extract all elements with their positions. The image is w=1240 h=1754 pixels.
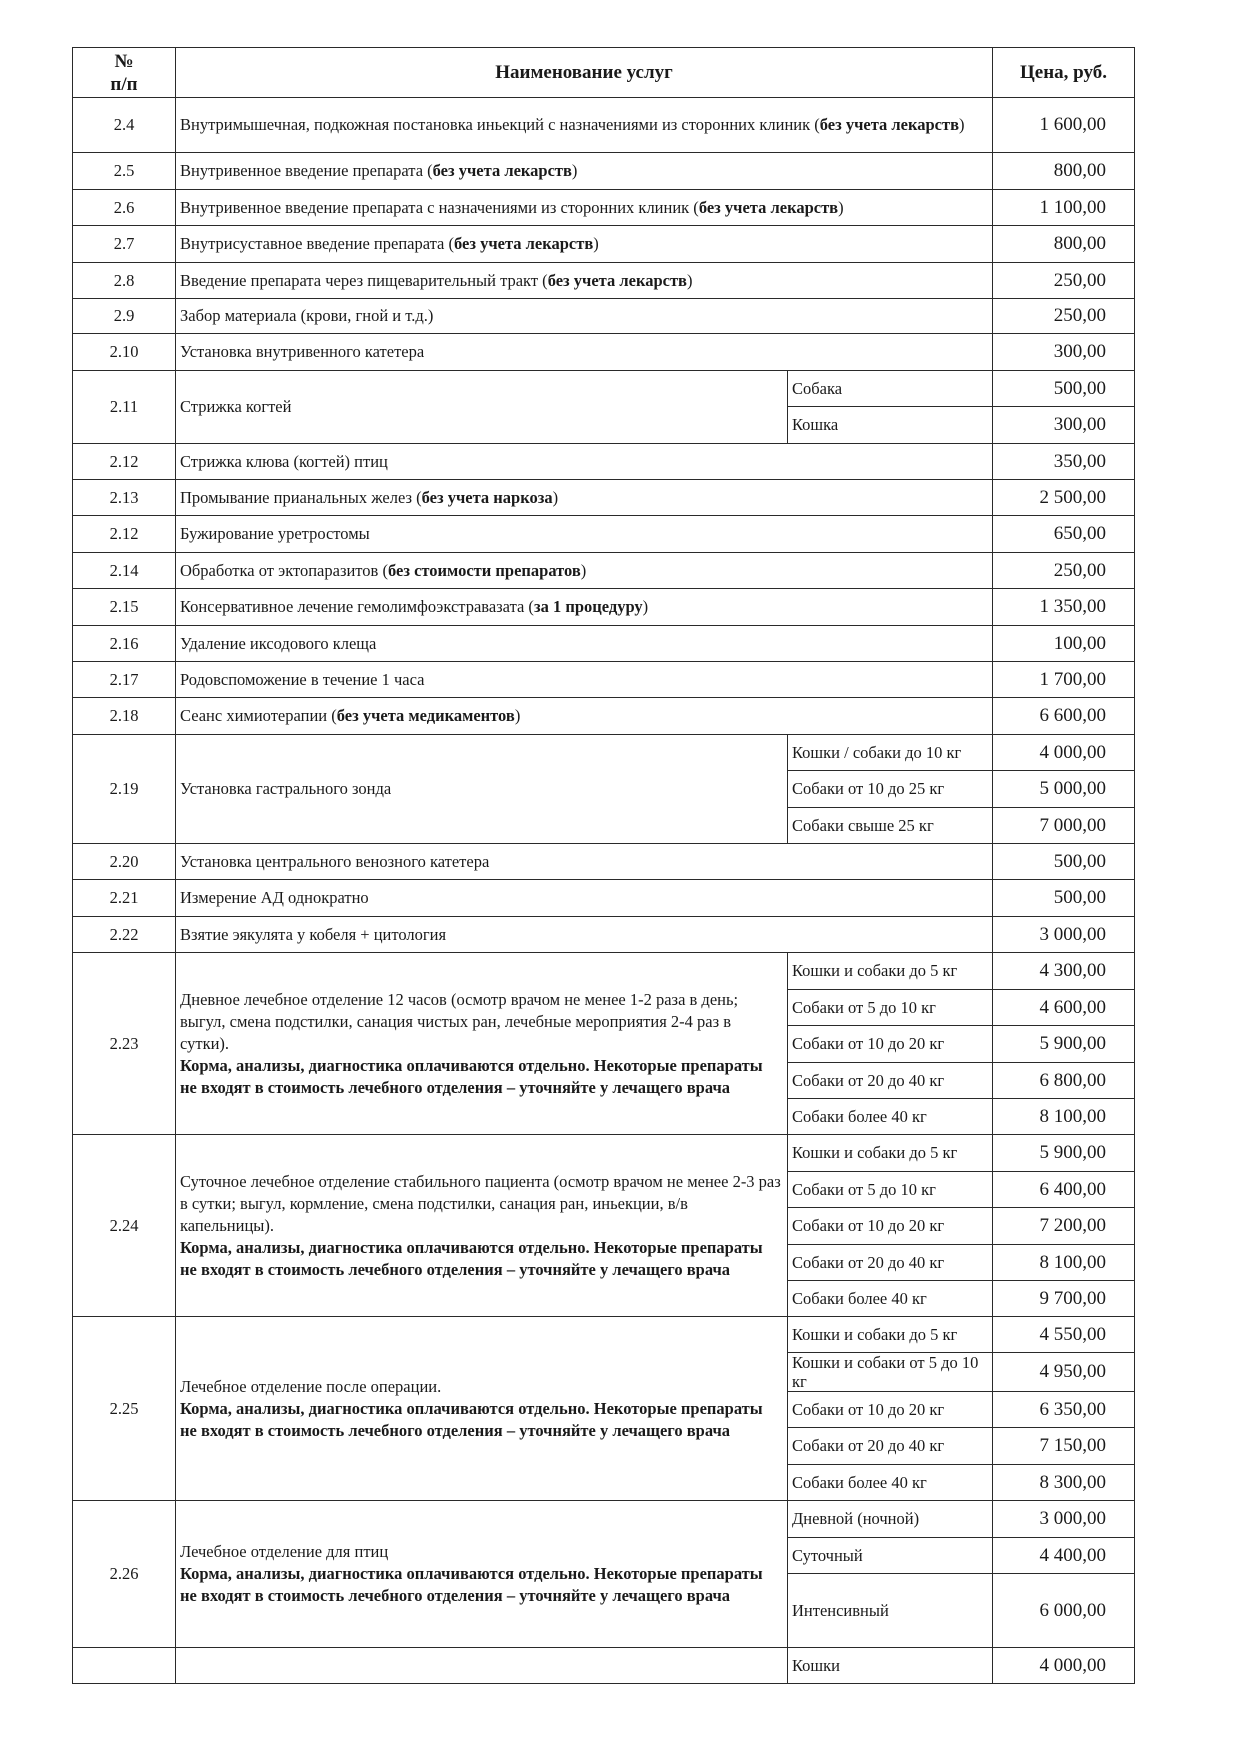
- service-price: 1 700,00: [993, 662, 1135, 698]
- option-label: Собаки более 40 кг: [788, 1099, 993, 1135]
- service-name: [176, 589, 993, 626]
- table-row: [73, 444, 1135, 480]
- service-text: Внутримышечная, подкожная постановка иньекций с назначениями из сторонних клиник (: [180, 115, 820, 134]
- row-number: 2.21: [73, 880, 176, 917]
- service-price: 650,00: [993, 516, 1135, 553]
- service-text: Бужирование уретростомы: [180, 524, 370, 543]
- service-price: 1 100,00: [993, 190, 1135, 226]
- service-text: Лечебное отделение для птиц: [180, 1542, 389, 1561]
- option-label: Кошки и собаки до 5 кг: [788, 1135, 993, 1172]
- row-number: 2.16: [73, 626, 176, 662]
- service-text: Дневное лечебное отделение 12 часов (осмотр врачом не менее 1-2 раза в день; выгул, смена подстилки, санация чистых ран, лечебные мероприятия 2-4 раз в сутки).: [180, 989, 739, 1053]
- service-note-bold: без учета лекарств: [698, 197, 839, 217]
- service-text: Внутривенное введение препарата (: [180, 161, 433, 180]
- option-price: 4 400,00: [993, 1538, 1135, 1574]
- option-price: 300,00: [993, 407, 1135, 444]
- option-label: Собаки от 20 до 40 кг: [788, 1428, 993, 1465]
- table-row: [73, 190, 1135, 226]
- service-text: Установка внутривенного катетера: [180, 342, 425, 361]
- table-row: [73, 371, 1135, 407]
- table-row: [73, 263, 1135, 299]
- service-price: 1 600,00: [993, 98, 1135, 153]
- service-name: [176, 1135, 788, 1317]
- option-label: Собаки от 10 до 20 кг: [788, 1392, 993, 1428]
- service-text: Установка гастрального зонда: [180, 779, 392, 798]
- option-label: Кошки и собаки от 5 до 10 кг: [788, 1353, 993, 1392]
- service-name: [176, 480, 993, 516]
- option-label: Собаки от 20 до 40 кг: [788, 1245, 993, 1281]
- table-row: [73, 844, 1135, 880]
- option-price: 5 900,00: [993, 1026, 1135, 1063]
- service-text-tail: ): [959, 115, 965, 134]
- option-price: 6 350,00: [993, 1392, 1135, 1428]
- service-text: Взятие эякулята у кобеля + цитология: [180, 924, 447, 944]
- table-row: [73, 334, 1135, 371]
- option-price: 6 400,00: [993, 1172, 1135, 1208]
- service-text: Суточное лечебное отделение стабильного пациента (осмотр врачом не менее 2-3 раз в сутки; выгул, кормление, смена подстилки, санация ран, иньекции, в/в капельницы).: [180, 1171, 781, 1235]
- header-number-symbol: №: [114, 50, 134, 72]
- service-text-tail: ): [593, 234, 599, 253]
- table-row: [73, 98, 1135, 153]
- service-text-tail: ): [580, 560, 587, 580]
- service-note-bold: Корма, анализы, диагностика оплачиваются отдельно. Некоторые препараты не входят в стоимость лечебного отделения – уточняйте у лечащего врача: [180, 1055, 763, 1097]
- table-row: [73, 1135, 1135, 1172]
- table-row: [73, 880, 1135, 917]
- option-price: 6 000,00: [993, 1574, 1135, 1648]
- header-number-label: п/п: [110, 73, 138, 95]
- row-number: 2.11: [73, 371, 176, 444]
- option-price: 8 300,00: [993, 1465, 1135, 1501]
- service-name: [176, 263, 993, 299]
- service-price: 500,00: [993, 880, 1135, 917]
- option-label: Кошка: [788, 407, 993, 444]
- service-text: Установка центрального венозного катетера: [180, 851, 490, 871]
- service-name: [176, 371, 788, 444]
- service-note-bold: без учета медикаментов: [336, 706, 515, 725]
- service-note-bold: без учета лекарств: [454, 234, 594, 253]
- table-header-row: [73, 48, 1135, 98]
- service-price: 250,00: [993, 299, 1135, 334]
- service-name: [176, 1648, 788, 1684]
- service-text: Внутривенное введение препарата с назначениями из сторонних клиник (: [180, 197, 699, 217]
- option-price: 7 000,00: [993, 808, 1135, 844]
- row-number: 2.7: [73, 226, 176, 263]
- service-name: [176, 917, 993, 953]
- option-price: 3 000,00: [993, 1501, 1135, 1538]
- row-number: 2.17: [73, 662, 176, 698]
- service-name: [176, 226, 993, 263]
- option-price: 5 900,00: [993, 1135, 1135, 1172]
- service-name: [176, 553, 993, 589]
- option-label: Собаки свыше 25 кг: [788, 808, 993, 844]
- service-name: [176, 190, 993, 226]
- row-number: 2.4: [73, 98, 176, 153]
- table-row: [73, 153, 1135, 190]
- option-label: Собаки более 40 кг: [788, 1281, 993, 1317]
- table-row: [73, 1648, 1135, 1684]
- row-number: 2.10: [73, 334, 176, 371]
- service-name: [176, 735, 788, 844]
- service-note-bold: Корма, анализы, диагностика оплачиваются отдельно. Некоторые препараты не входят в стоимость лечебного отделения – уточняйте у лечащего врача: [180, 1237, 763, 1279]
- row-number: 2.14: [73, 553, 176, 589]
- service-text: Измерение АД однократно: [180, 888, 369, 907]
- service-name: [176, 626, 993, 662]
- service-text: Удаление иксодового клеща: [180, 633, 377, 653]
- option-label: Собаки более 40 кг: [788, 1465, 993, 1501]
- option-label: Кошки: [788, 1648, 993, 1684]
- service-name: [176, 698, 993, 735]
- table-row: [73, 1317, 1135, 1353]
- service-price: 300,00: [993, 334, 1135, 371]
- header-service-name: Наименование услуг: [176, 48, 993, 98]
- service-text: Забор материала (крови, гной и т.д.): [180, 306, 434, 325]
- table-row: [73, 735, 1135, 771]
- table-row: [73, 589, 1135, 626]
- row-number: 2.6: [73, 190, 176, 226]
- row-number: 2.20: [73, 844, 176, 880]
- option-label: Дневной (ночной): [788, 1501, 993, 1538]
- service-price: 6 600,00: [993, 698, 1135, 735]
- header-price: Цена, руб.: [993, 48, 1135, 98]
- option-price: 4 000,00: [993, 735, 1135, 771]
- service-price: 500,00: [993, 844, 1135, 880]
- option-price: 8 100,00: [993, 1245, 1135, 1281]
- option-price: 500,00: [993, 371, 1135, 407]
- option-label: Суточный: [788, 1538, 993, 1574]
- service-text-tail: ): [514, 706, 521, 725]
- service-price: 250,00: [993, 553, 1135, 589]
- service-name: [176, 334, 993, 371]
- service-note-bold: без стоимости препаратов: [387, 560, 581, 580]
- table-row: [73, 516, 1135, 553]
- option-label: Собаки от 5 до 10 кг: [788, 990, 993, 1026]
- row-number: 2.8: [73, 263, 176, 299]
- option-price: 8 100,00: [993, 1099, 1135, 1135]
- row-number: 2.26: [73, 1501, 176, 1648]
- service-note-bold: за 1 процедуру: [533, 597, 643, 616]
- option-label: Собаки от 20 до 40 кг: [788, 1063, 993, 1099]
- service-text-tail: ): [686, 270, 693, 290]
- option-price: 4 000,00: [993, 1648, 1135, 1684]
- option-price: 7 200,00: [993, 1208, 1135, 1245]
- service-name: [176, 1317, 788, 1501]
- option-price: 5 000,00: [993, 771, 1135, 808]
- option-price: 4 300,00: [993, 953, 1135, 990]
- header-number: [73, 48, 176, 98]
- service-name: [176, 844, 993, 880]
- option-label: Собаки от 5 до 10 кг: [788, 1172, 993, 1208]
- option-price: 4 550,00: [993, 1317, 1135, 1353]
- service-price: 800,00: [993, 153, 1135, 190]
- table-row: [73, 226, 1135, 263]
- row-number: 2.9: [73, 299, 176, 334]
- service-price: 250,00: [993, 263, 1135, 299]
- row-number: 2.15: [73, 589, 176, 626]
- table-row: [73, 662, 1135, 698]
- service-text-tail: ): [838, 197, 844, 217]
- option-price: 7 150,00: [993, 1428, 1135, 1465]
- service-note-bold: без учета наркоза: [421, 487, 553, 507]
- row-number: 2.12: [73, 516, 176, 553]
- service-name: [176, 1501, 788, 1648]
- service-text: Сеанс химиотерапии (: [180, 706, 337, 725]
- option-label: Собака: [788, 371, 993, 407]
- row-number: 2.22: [73, 917, 176, 953]
- row-number: 2.25: [73, 1317, 176, 1501]
- service-note-bold: без учета лекарств: [547, 270, 687, 290]
- table-row: [73, 480, 1135, 516]
- table-row: [73, 953, 1135, 990]
- row-number: 2.19: [73, 735, 176, 844]
- service-note-bold: без учета лекарств: [819, 115, 960, 134]
- service-price: 100,00: [993, 626, 1135, 662]
- service-text-tail: ): [642, 597, 649, 616]
- row-number: 2.13: [73, 480, 176, 516]
- table-row: [73, 1501, 1135, 1538]
- service-text: Обработка от эктопаразитов (: [180, 560, 388, 580]
- service-note-bold: Корма, анализы, диагностика оплачиваются отдельно. Некоторые препараты не входят в стоимость лечебного отделения – уточняйте у лечащего врача: [180, 1564, 763, 1605]
- option-label: Собаки от 10 до 20 кг: [788, 1208, 993, 1245]
- row-number: 2.23: [73, 953, 176, 1135]
- service-text: Лечебное отделение после операции.: [180, 1376, 442, 1396]
- option-label: Кошки и собаки до 5 кг: [788, 1317, 993, 1353]
- service-text: Консервативное лечение гемолимфоэкстравазата (: [180, 597, 534, 616]
- option-label: Кошки / собаки до 10 кг: [788, 735, 993, 771]
- price-list-table: [72, 47, 1135, 1684]
- service-text-tail: ): [571, 161, 578, 180]
- service-price: 2 500,00: [993, 480, 1135, 516]
- table-row: [73, 698, 1135, 735]
- service-name: [176, 662, 993, 698]
- service-text: Промывание прианальных желез (: [180, 487, 422, 507]
- service-name: [176, 299, 993, 334]
- table-body: [73, 98, 1135, 1684]
- service-text: Внутрисуставное введение препарата (: [180, 234, 454, 253]
- service-price: 3 000,00: [993, 917, 1135, 953]
- service-text: Родовспоможение в течение 1 часа: [180, 669, 425, 689]
- row-number: 2.12: [73, 444, 176, 480]
- service-text-tail: ): [552, 487, 559, 507]
- service-note-bold: Корма, анализы, диагностика оплачиваются отдельно. Некоторые препараты не входят в стоимость лечебного отделения – уточняйте у лечащего врача: [180, 1398, 763, 1440]
- table-row: [73, 917, 1135, 953]
- row-number: [73, 1648, 176, 1684]
- row-number: 2.5: [73, 153, 176, 190]
- service-text: Стрижка когтей: [180, 397, 292, 416]
- option-price: 4 950,00: [993, 1353, 1135, 1392]
- option-label: Кошки и собаки до 5 кг: [788, 953, 993, 990]
- table-row: [73, 626, 1135, 662]
- option-price: 4 600,00: [993, 990, 1135, 1026]
- service-price: 800,00: [993, 226, 1135, 263]
- option-label: Собаки от 10 до 25 кг: [788, 771, 993, 808]
- option-label: Интенсивный: [788, 1574, 993, 1648]
- service-price: 1 350,00: [993, 589, 1135, 626]
- table-row: [73, 553, 1135, 589]
- service-name: [176, 444, 993, 480]
- service-name: [176, 516, 993, 553]
- service-name: [176, 880, 993, 917]
- service-name: [176, 98, 993, 153]
- table-row: [73, 299, 1135, 334]
- row-number: 2.18: [73, 698, 176, 735]
- service-note-bold: без учета лекарств: [432, 161, 572, 180]
- option-price: 9 700,00: [993, 1281, 1135, 1317]
- option-label: Собаки от 10 до 20 кг: [788, 1026, 993, 1063]
- service-name: [176, 153, 993, 190]
- service-name: [176, 953, 788, 1135]
- service-text: Стрижка клюва (когтей) птиц: [180, 451, 388, 471]
- row-number: 2.24: [73, 1135, 176, 1317]
- service-text: Введение препарата через пищеварительный тракт (: [180, 270, 548, 290]
- option-price: 6 800,00: [993, 1063, 1135, 1099]
- service-price: 350,00: [993, 444, 1135, 480]
